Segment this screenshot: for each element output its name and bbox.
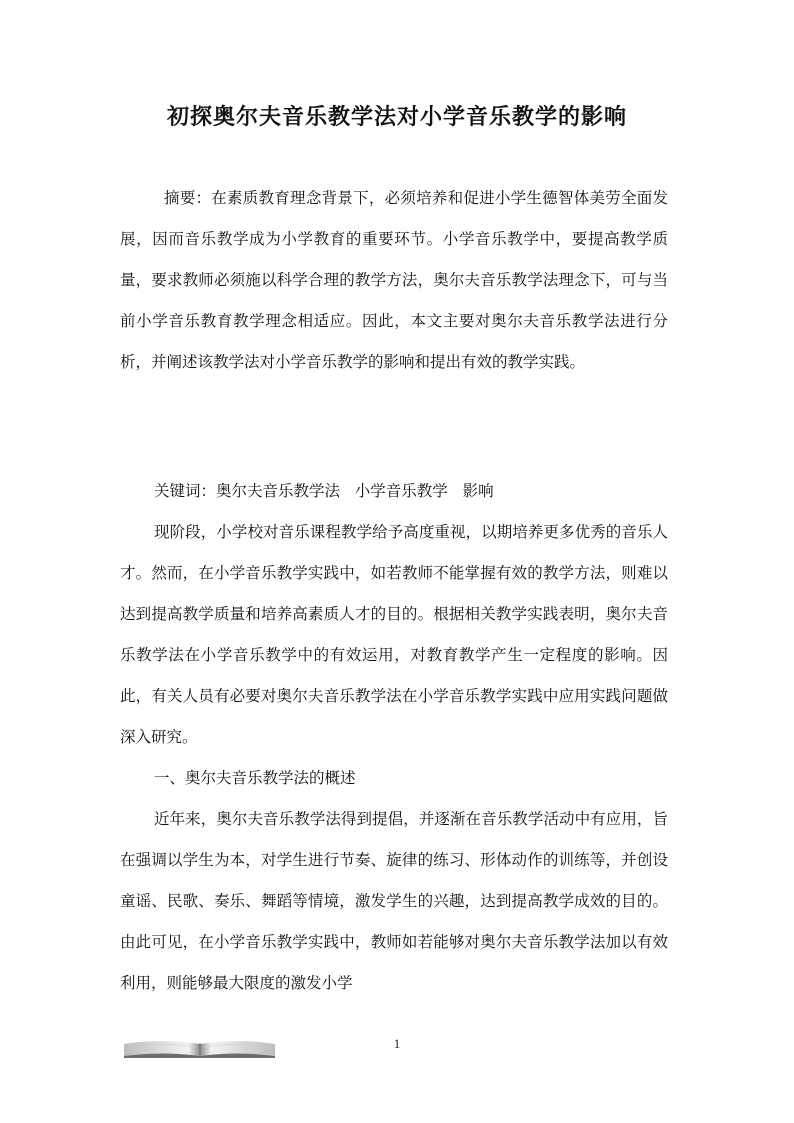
section-heading-1: 一、奥尔夫音乐教学法的概述 xyxy=(154,769,356,787)
keywords-line: 关键词：奥尔夫音乐教学法 小学音乐教学 影响 xyxy=(154,482,494,500)
abstract-paragraph: 摘要：在素质教育理念背景下，必须培养和促进小学生德智体美劳全面发展，因而音乐教学成为小学教育的重要环节。小学音乐教学中，要提高教学质量，要求教师必须施以科学合理的教学方法，奥尔夫音乐教学法理念下，可与当前小学音乐教育教学理念相适应。因此，本文主要对奥尔夫音乐教学法进行分析，并阐述该教学法对小学音乐教学的影响和提出有效的教学实践。 xyxy=(120,189,668,371)
document-title: 初探奥尔夫音乐教学法对小学音乐教学的影响 xyxy=(166,105,627,130)
section-1-paragraph: 近年来，奥尔夫音乐教学法得到提倡，并逐渐在音乐教学活动中有应用，旨在强调以学生为本，对学生进行节奏、旋律的练习、形体动作的训练等，并创设童谣、民歌、奏乐、舞蹈等情境，激发学生的兴趣，达到提高教学成效的目的。由此可见，在小学音乐教学实践中，教师如若能够对奥尔夫音乐教学法加以有效利用，则能够最大限度的激发小学 xyxy=(120,810,668,992)
intro-paragraph: 现阶段，小学校对音乐课程教学给予高度重视，以期培养更多优秀的音乐人才。然而，在小学音乐教学实践中，如若教师不能掌握有效的教学方法，则难以达到提高教学质量和培养高素质人才的目的。根据相关教学实践表明，奥尔夫音乐教学法在小学音乐教学中的有效运用，对教育教学产生一定程度的影响。因此，有关人员有必要对奥尔夫音乐教学法在小学音乐教学实践中应用实践问题做深入研究。 xyxy=(120,523,668,746)
page-number: 1 xyxy=(393,1036,401,1051)
